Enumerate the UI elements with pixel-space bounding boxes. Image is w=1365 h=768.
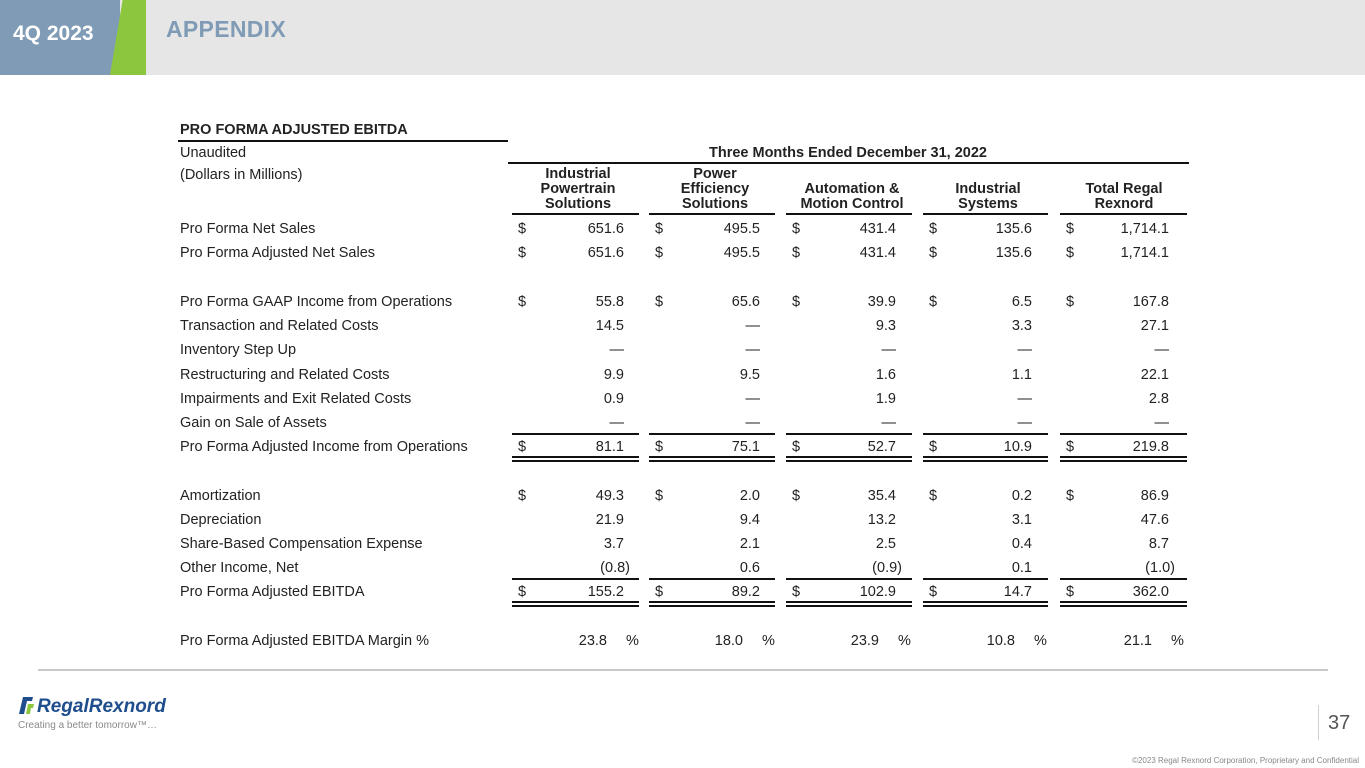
cell-value: 495.5: [723, 245, 760, 261]
row-label: Restructuring and Related Costs: [180, 367, 390, 383]
cell-value: 23.8: [578, 633, 607, 649]
cell-value: 155.2: [587, 584, 624, 600]
percent-sign: %: [898, 633, 911, 649]
column-header-4-line3: Systems: [958, 196, 1018, 212]
percent-sign: %: [1171, 633, 1184, 649]
currency-sign: $: [1066, 245, 1075, 261]
cell-value: 495.5: [723, 221, 760, 237]
row-label: Share-Based Compensation Expense: [180, 536, 423, 552]
column-header-1-line3: Solutions: [544, 196, 612, 212]
table-subtitle-unaudited: Unaudited: [180, 145, 247, 161]
currency-sign: $: [929, 294, 938, 310]
currency-sign: $: [1066, 488, 1075, 504]
rule-line: [1060, 578, 1187, 580]
currency-sign: $: [929, 221, 938, 237]
period-header-underline: [508, 162, 1189, 164]
cell-value: 431.4: [859, 221, 896, 237]
cell-value: 13.2: [867, 512, 896, 528]
cell-value: 167.8: [1132, 294, 1169, 310]
cell-value: 9.4: [739, 512, 760, 528]
column-header-5-line3: Rexnord: [1094, 196, 1154, 212]
row-label: Pro Forma Adjusted EBITDA Margin %: [180, 633, 430, 649]
rule-line: [1060, 605, 1187, 607]
cell-value: 3.1: [1011, 512, 1032, 528]
cell-value: 9.5: [739, 367, 760, 383]
currency-sign: $: [655, 584, 664, 600]
copyright: ©2023 Regal Rexnord Corporation, Proprietary and Confidential: [1132, 756, 1359, 765]
cell-value: 219.8: [1132, 439, 1169, 455]
cell-value: 8.7: [1148, 536, 1169, 552]
currency-sign: $: [929, 488, 938, 504]
currency-sign: $: [792, 488, 801, 504]
table-subtitle-units: (Dollars in Millions): [180, 167, 303, 183]
rule-line: [786, 578, 912, 580]
cell-value: 0.2: [1011, 488, 1032, 504]
cell-value: 10.8: [986, 633, 1015, 649]
column-header-underline-1: [512, 213, 639, 215]
period-column-header: Three Months Ended December 31, 2022: [708, 145, 987, 161]
row-label: Pro Forma Net Sales: [180, 221, 316, 237]
rule-line: [923, 601, 1048, 603]
cell-value: 2.0: [739, 488, 760, 504]
column-header-1-line2: Powertrain: [540, 181, 616, 197]
currency-sign: $: [929, 439, 938, 455]
currency-sign: $: [1066, 221, 1075, 237]
rule-line: [512, 456, 639, 458]
rule-line: [786, 605, 912, 607]
cell-value: 49.3: [595, 488, 624, 504]
currency-sign: $: [1066, 294, 1075, 310]
cell-value: 431.4: [859, 245, 896, 261]
currency-sign: $: [518, 488, 527, 504]
rule-line: [512, 433, 639, 435]
rule-line: [923, 605, 1048, 607]
row-label: Depreciation: [180, 512, 262, 528]
cell-value: 21.1: [1123, 633, 1152, 649]
currency-sign: $: [792, 439, 801, 455]
rule-line: [649, 601, 775, 603]
currency-sign: $: [792, 221, 801, 237]
cell-value: (0.9): [872, 560, 902, 576]
rule-line: [923, 460, 1048, 462]
column-header-1-line1: Industrial: [545, 166, 611, 182]
cell-value: 3.7: [603, 536, 624, 552]
column-header-underline-2: [649, 213, 775, 215]
rule-line: [512, 605, 639, 607]
cell-value: 1.6: [875, 367, 896, 383]
cell-value: 6.5: [1011, 294, 1032, 310]
currency-sign: $: [1066, 439, 1075, 455]
row-label: Pro Forma Adjusted Net Sales: [180, 245, 376, 261]
percent-sign: %: [762, 633, 775, 649]
column-header-2-line1: Power: [693, 166, 737, 182]
currency-sign: $: [655, 245, 664, 261]
cell-value: —: [881, 342, 896, 358]
cell-value: 2.1: [739, 536, 760, 552]
rule-line: [649, 460, 775, 462]
cell-value: —: [745, 391, 760, 407]
row-label: Impairments and Exit Related Costs: [180, 391, 412, 407]
cell-value: 14.5: [595, 318, 624, 334]
rule-line: [923, 433, 1048, 435]
cell-value: 10.9: [1003, 439, 1032, 455]
row-label: Pro Forma Adjusted Income from Operations: [180, 439, 468, 455]
rule-line: [512, 460, 639, 462]
percent-sign: %: [1034, 633, 1047, 649]
row-label: Pro Forma Adjusted EBITDA: [180, 584, 365, 600]
page-number: 37: [1328, 712, 1351, 734]
cell-value: 135.6: [995, 221, 1032, 237]
column-header-underline-5: [1060, 213, 1187, 215]
rule-line: [1060, 456, 1187, 458]
rule-line: [1060, 460, 1187, 462]
cell-value: 9.3: [875, 318, 896, 334]
row-label: Transaction and Related Costs: [180, 318, 379, 334]
currency-sign: $: [792, 294, 801, 310]
currency-sign: $: [518, 221, 527, 237]
regal-rexnord-logo: [18, 694, 178, 716]
cell-value: —: [1017, 415, 1032, 431]
cell-value: 2.8: [1148, 391, 1169, 407]
cell-value: 1.9: [875, 391, 896, 407]
rule-line: [649, 433, 775, 435]
column-header-4-line2: Industrial: [955, 181, 1021, 197]
rule-line: [923, 456, 1048, 458]
row-label: Amortization: [180, 488, 261, 504]
column-header-2-line2: Efficiency: [680, 181, 750, 197]
cell-value: 0.4: [1011, 536, 1032, 552]
cell-value: 47.6: [1140, 512, 1169, 528]
rule-line: [512, 601, 639, 603]
currency-sign: $: [792, 245, 801, 261]
rule-line: [786, 456, 912, 458]
cell-value: 135.6: [995, 245, 1032, 261]
currency-sign: $: [929, 584, 938, 600]
row-label: Gain on Sale of Assets: [180, 415, 327, 431]
cell-value: 18.0: [714, 633, 743, 649]
cell-value: (0.8): [600, 560, 630, 576]
cell-value: 1,714.1: [1120, 245, 1169, 261]
cell-value: 9.9: [603, 367, 624, 383]
cell-value: 651.6: [587, 245, 624, 261]
row-label: Pro Forma GAAP Income from Operations: [180, 294, 453, 310]
rule-line: [649, 456, 775, 458]
column-header-2-line3: Solutions: [681, 196, 749, 212]
cell-value: —: [609, 342, 624, 358]
cell-value: 362.0: [1132, 584, 1169, 600]
column-header-3-line3: Motion Control: [800, 196, 904, 212]
column-header-underline-4: [923, 213, 1048, 215]
cell-value: 89.2: [731, 584, 760, 600]
cell-value: —: [1017, 391, 1032, 407]
cell-value: —: [745, 318, 760, 334]
page-number-divider: [1318, 705, 1319, 740]
currency-sign: $: [792, 584, 801, 600]
cell-value: 14.7: [1003, 584, 1032, 600]
column-header-underline-3: [786, 213, 912, 215]
title-underline: [178, 140, 508, 142]
cell-value: 102.9: [859, 584, 896, 600]
currency-sign: $: [929, 245, 938, 261]
row-label: Other Income, Net: [180, 560, 299, 576]
rule-line: [923, 578, 1048, 580]
currency-sign: $: [1066, 584, 1075, 600]
period-label: 4Q 2023: [13, 22, 94, 45]
logo-wordmark: RegalRexnord: [37, 696, 166, 716]
cell-value: —: [1154, 415, 1169, 431]
cell-value: 3.3: [1011, 318, 1032, 334]
cell-value: 52.7: [867, 439, 896, 455]
cell-value: —: [609, 415, 624, 431]
rule-line: [512, 578, 639, 580]
cell-value: 23.9: [850, 633, 879, 649]
currency-sign: $: [518, 294, 527, 310]
section-title: APPENDIX: [166, 16, 286, 42]
row-label: Inventory Step Up: [180, 342, 297, 358]
cell-value: 1.1: [1011, 367, 1032, 383]
cell-value: 55.8: [595, 294, 624, 310]
cell-value: 21.9: [595, 512, 624, 528]
rule-line: [786, 433, 912, 435]
cell-value: —: [745, 415, 760, 431]
tagline: Creating a better tomorrow™…: [18, 720, 157, 731]
cell-value: —: [881, 415, 896, 431]
cell-value: 2.5: [875, 536, 896, 552]
currency-sign: $: [518, 584, 527, 600]
cell-value: 651.6: [587, 221, 624, 237]
cell-value: —: [745, 342, 760, 358]
currency-sign: $: [518, 245, 527, 261]
currency-sign: $: [655, 439, 664, 455]
cell-value: 35.4: [867, 488, 896, 504]
table-title: PRO FORMA ADJUSTED EBITDA: [180, 122, 408, 138]
cell-value: 22.1: [1140, 367, 1169, 383]
cell-value: 81.1: [595, 439, 624, 455]
cell-value: 75.1: [731, 439, 760, 455]
rule-line: [649, 578, 775, 580]
currency-sign: $: [655, 221, 664, 237]
rule-line: [786, 601, 912, 603]
cell-value: 27.1: [1140, 318, 1169, 334]
cell-value: 0.9: [603, 391, 624, 407]
rule-line: [649, 605, 775, 607]
cell-value: 1,714.1: [1120, 221, 1169, 237]
rule-line: [1060, 601, 1187, 603]
cell-value: —: [1017, 342, 1032, 358]
rule-line: [786, 460, 912, 462]
cell-value: —: [1154, 342, 1169, 358]
cell-value: 65.6: [731, 294, 760, 310]
rule-line: [1060, 433, 1187, 435]
cell-value: 0.1: [1011, 560, 1032, 576]
currency-sign: $: [655, 294, 664, 310]
percent-sign: %: [626, 633, 639, 649]
column-header-3-line2: Automation &: [804, 181, 900, 197]
cell-value: 39.9: [867, 294, 896, 310]
cell-value: 0.6: [739, 560, 760, 576]
footer-divider: [38, 669, 1328, 671]
cell-value: (1.0): [1145, 560, 1175, 576]
column-header-5-line2: Total Regal: [1085, 181, 1163, 197]
currency-sign: $: [518, 439, 527, 455]
cell-value: 86.9: [1140, 488, 1169, 504]
currency-sign: $: [655, 488, 664, 504]
